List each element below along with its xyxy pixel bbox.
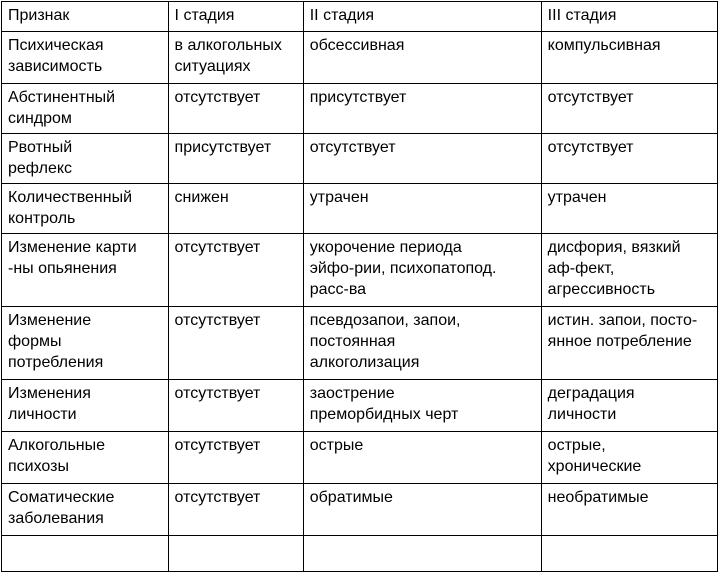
table-cell: утрачен: [303, 184, 541, 234]
table-row: [2, 432, 718, 484]
table-cell: [2, 536, 169, 572]
table-cell: утрачен: [541, 184, 717, 234]
table-cell: отсутствует: [168, 84, 303, 134]
row-label: Психическая зависимость: [2, 32, 169, 84]
header-cell: II стадия: [303, 2, 541, 32]
header-cell: III стадия: [541, 2, 717, 32]
table-cell: отсутствует: [541, 84, 717, 134]
table-cell: отсутствует: [168, 484, 303, 536]
table-row: [2, 484, 718, 536]
row-label: Изменение карти -ны опьянения: [2, 234, 169, 307]
table-cell: заострение преморбидных черт: [303, 380, 541, 432]
table-cell: отсутствует: [303, 134, 541, 184]
table-cell: [303, 536, 541, 572]
table-cell: обсессивная: [303, 32, 541, 84]
alcoholism-stages-table: [1, 1, 718, 572]
table-cell: снижен: [168, 184, 303, 234]
table-cell: отсутствует: [541, 134, 717, 184]
table-cell: истин. запои, посто- янное потребление: [541, 307, 717, 380]
row-label: Количественный контроль: [2, 184, 169, 234]
table-row: [2, 32, 718, 84]
row-label: Алкогольные психозы: [2, 432, 169, 484]
table-cell: отсутствует: [168, 307, 303, 380]
table-row: [2, 234, 718, 307]
header-cell: I стадия: [168, 2, 303, 32]
table-row: [2, 84, 718, 134]
table-cell: [541, 536, 717, 572]
table-cell: деградация личности: [541, 380, 717, 432]
table-cell: отсутствует: [168, 234, 303, 307]
table-cell: необратимые: [541, 484, 717, 536]
table-cell: [168, 536, 303, 572]
table-cell: псевдозапои, запои, постоянная алкоголизация: [303, 307, 541, 380]
row-label: Изменения личности: [2, 380, 169, 432]
row-label: Абстинентный синдром: [2, 84, 169, 134]
table-row: [2, 307, 718, 380]
table-row-cut-off: [2, 536, 718, 572]
header-row: [2, 2, 718, 32]
table-cell: обратимые: [303, 484, 541, 536]
table-cell: острые, хронические: [541, 432, 717, 484]
table-cell: компульсивная: [541, 32, 717, 84]
header-cell: Признак: [2, 2, 169, 32]
table-cell: присутствует: [303, 84, 541, 134]
table-cell: присутствует: [168, 134, 303, 184]
row-label: Изменение формы потребления: [2, 307, 169, 380]
row-label: Соматические заболевания: [2, 484, 169, 536]
table-cell: дисфория, вязкий аф-фект, агрессивность: [541, 234, 717, 307]
table-cell: в алкогольных ситуациях: [168, 32, 303, 84]
table-cell: острые: [303, 432, 541, 484]
table-cell: отсутствует: [168, 380, 303, 432]
table-row: [2, 134, 718, 184]
table-row: [2, 184, 718, 234]
table-row: [2, 380, 718, 432]
table-cell: отсутствует: [168, 432, 303, 484]
table-cell: укорочение периода эйфо-рии, психопатопод. расс-ва: [303, 234, 541, 307]
row-label: Рвотный рефлекс: [2, 134, 169, 184]
